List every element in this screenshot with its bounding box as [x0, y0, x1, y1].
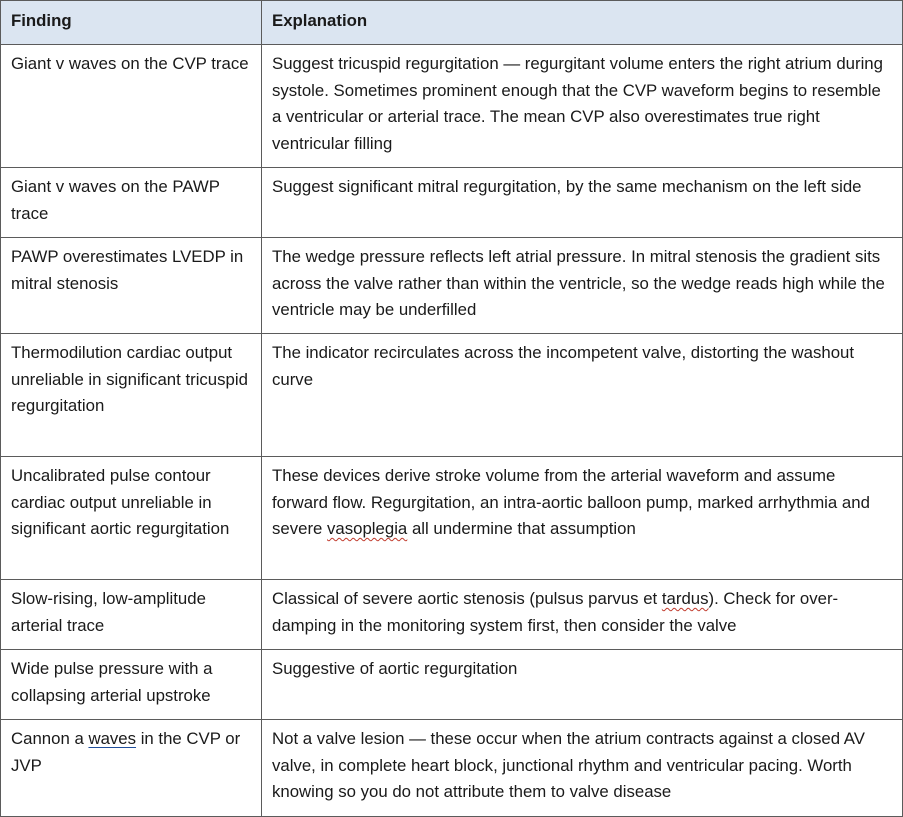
explanation-cell: Not a valve lesion — these occur when the atrium contracts against a closed AV valve, in complete heart block, junctional rhythm and ventricular pacing. Worth knowing so you do not attribute them to valve disease [262, 720, 903, 817]
table-row [1, 45, 903, 168]
finding-text: Cannon a [11, 729, 89, 748]
explanation-text: ). Check for over-damping in the monitoring system first, then consider the valve [272, 589, 839, 635]
table-row [1, 720, 903, 817]
finding-cell: Giant v waves on the PAWP trace [1, 168, 262, 238]
table-row [1, 168, 903, 238]
explanation-cell: Suggest significant mitral regurgitation, by the same mechanism on the left side [262, 168, 903, 238]
explanation-cell: Suggest tricuspid regurgitation — regurgitant volume enters the right atrium during systole. Sometimes prominent enough that the CVP waveform begins to resemble a ventricular or arterial trace. The mean CVP also overestimates true right ventricular filling [262, 45, 903, 168]
explanation-cell: The indicator recirculates across the incompetent valve, distorting the washout curve [262, 334, 903, 457]
table-row [1, 580, 903, 650]
finding-cell [1, 720, 262, 817]
finding-cell: Slow-rising, low-amplitude arterial trace [1, 580, 262, 650]
table-header-row [1, 1, 903, 45]
spellcheck-word: vasoplegia [327, 519, 408, 539]
finding-cell: Wide pulse pressure with a collapsing arterial upstroke [1, 650, 262, 720]
explanation-text: These devices derive stroke volume from the arterial waveform and assume forward flow. Regurgitation, an intra-aortic balloon pump, marked arrhythmia and severe [272, 466, 870, 539]
table-row [1, 457, 903, 580]
underlined-word: waves [88, 729, 137, 748]
finding-cell: Thermodilution cardiac output unreliable in significant tricuspid regurgitation [1, 334, 262, 457]
explanation-text: Classical of severe aortic stenosis (pulsus parvus et [272, 589, 662, 608]
explanation-cell [262, 580, 903, 650]
spellcheck-word: tardus [661, 589, 709, 608]
explanation-cell: Suggestive of aortic regurgitation [262, 650, 903, 720]
table-row [1, 334, 903, 457]
header-explanation: Explanation [262, 1, 903, 45]
finding-cell: Giant v waves on the CVP trace [1, 45, 262, 168]
explanation-cell: The wedge pressure reflects left atrial pressure. In mitral stenosis the gradient sits across the valve rather than within the ventricle, so the wedge reads high while the ventricle may be underfilled [262, 238, 903, 334]
finding-cell: PAWP overestimates LVEDP in mitral stenosis [1, 238, 262, 334]
header-finding: Finding [1, 1, 262, 45]
table-row [1, 650, 903, 720]
explanation-text: all undermine that assumption [407, 519, 636, 539]
finding-text: in the CVP or JVP [11, 729, 241, 775]
explanation-cell [262, 457, 903, 580]
table-row [1, 238, 903, 334]
finding-cell: Uncalibrated pulse contour cardiac output unreliable in significant aortic regurgitation [1, 457, 262, 580]
